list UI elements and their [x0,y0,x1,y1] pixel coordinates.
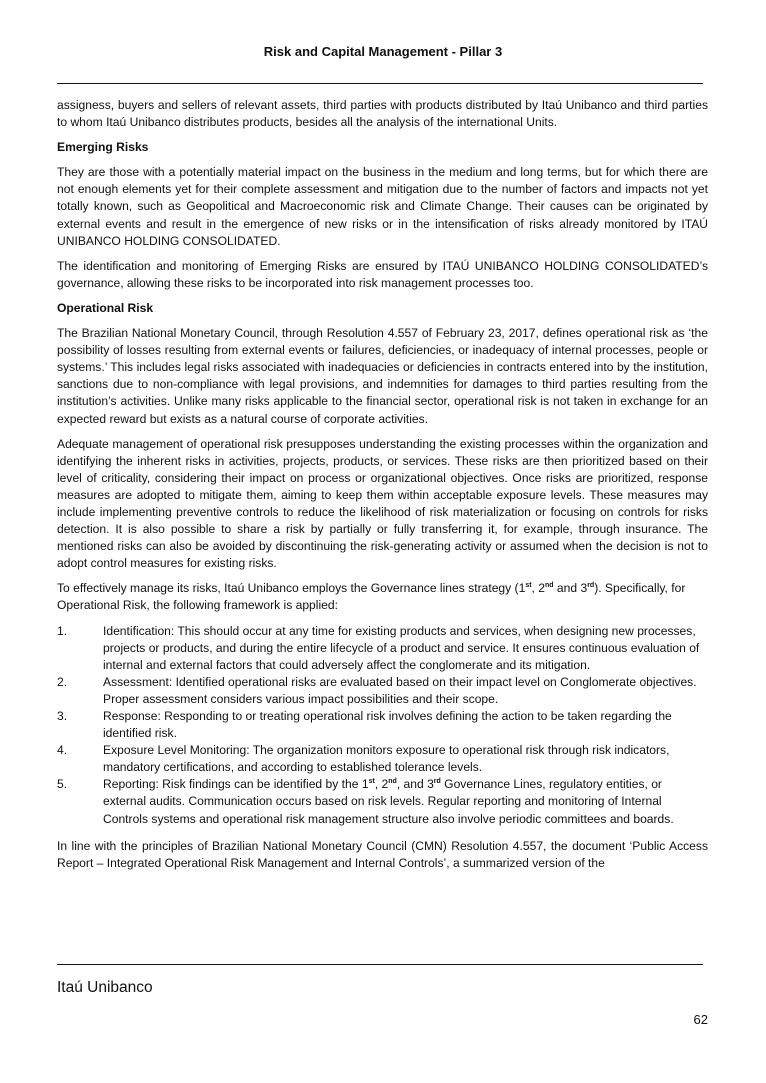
superscript: nd [388,778,397,786]
operational-risk-paragraph-3 [57,580,708,614]
text-segment: , 2 [531,581,545,596]
footer-divider [57,964,703,965]
list-text: Response: Responding to or treating operational risk involves defining the action to be taken regarding the identified risk. [103,709,672,741]
operational-risk-heading: Operational Risk [57,300,154,315]
list-number: 3. [57,709,68,723]
page-number: 62 [693,1012,708,1027]
text-segment: and 3 [553,581,588,596]
list-text: Identification: This should occur at any time for existing products and services, when designing new processes, projects or products, and during the entire lifecycle of a product and service. It ensures continuous evaluation of internal and external factors that could adversely affect the conglomerate and its mitigation. [103,623,700,672]
text-segment: , 2 [374,777,389,792]
page-header-title: Risk and Capital Management - Pillar 3 [263,44,503,59]
superscript: nd [545,582,554,590]
operational-risk-paragraph-4: In line with the principles of Brazilian National Monetary Council (CMN) Resolution 4.557, the document ‘Public Access Report – Integrated Operational Risk Management and Internal Controls’, a summarized version of the [57,838,708,870]
document-body [57,97,708,880]
emerging-risks-heading: Emerging Risks [57,140,149,155]
list-number: 2. [57,674,68,689]
operational-risk-paragraph-2: Adequate management of operational risk presupposes understanding the existing processes within the organization and identifying the inherent risks in activities, projects, products, or services. These risks are then prioritized based on their level of criticality, considering their impact on process or organizational objectives. Once risks are prioritized, response measures are adopted to mitigate them, aiming to keep them within acceptable exposure levels. These measures may include implementing preventive controls to reduce the likelihood of risk materialization or focusing on controls for risks detection. It is also possible to share a risk by partially or fully transferring it, for example, through insurance. The mentioned risks can also be avoided by discontinuing the risk-generating activity or assumed when the decision is not to adopt control measures for existing risks. [57,436,708,571]
list-item [57,776,708,827]
superscript: rd [433,778,441,786]
intro-paragraph: assigness, buyers and sellers of relevant assets, third parties with products distributed by Itaú Unibanco and third parties to whom Itaú Unibanco distributes products, besides all the analysis of the international Units. [57,98,708,130]
list-item [57,623,708,674]
text-segment: Governance Lines, regulatory entities, or external audits. Communication occurs based on risk levels. Regular reporting and monitoring of Internal Controls systems and operational risk management structure also involve periodic committees and boards. [103,777,674,826]
list-item [57,674,708,708]
superscript: rd [587,582,595,590]
framework-list [57,623,708,828]
list-text [103,777,674,825]
list-number: 5. [57,777,68,792]
text-segment: To effectively manage its risks, Itaú Unibanco employs the Governance lines strategy (1 [57,581,526,596]
list-item [57,742,708,776]
superscript: st [525,582,532,590]
superscript: st [368,778,375,786]
text-segment: , and 3 [396,777,434,792]
text-segment: ). Specifically, for Operational Risk, the following framework is applied: [57,581,686,613]
header-divider [57,83,703,84]
text-segment: Reporting: Risk findings can be identified by the 1 [103,777,369,792]
list-text: Exposure Level Monitoring: The organization monitors exposure to operational risk through risk indicators, mandatory certifications, and according to established tolerance levels. [103,743,670,775]
emerging-risks-paragraph-2: The identification and monitoring of Emerging Risks are ensured by ITAÚ UNIBANCO HOLDING CONSOLIDATED’s governance, allowing these risks to be incorporated into risk management processes too. [57,258,708,290]
list-number: 4. [57,743,68,758]
list-text: Assessment: Identified operational risks are evaluated based on their impact level on Conglomerate objectives. Proper assessment considers various impact possibilities and their scope. [103,674,697,706]
emerging-risks-paragraph-1: They are those with a potentially material impact on the business in the medium and long terms, but for which there are not enough elements yet for their complete assessment and mitigation due to the number of factors and impacts not yet totally known, such as Geopolitical and Macroeconomic risk and Climate Change. Their causes can be originated by external events and result in the emergence of new risks or in the intensification of risks already monitored by ITAÚ UNIBANCO HOLDING CONSOLIDATED. [57,165,708,248]
list-item [57,708,708,742]
operational-risk-paragraph-1: The Brazilian National Monetary Council, through Resolution 4.557 of February 23, 2017, defines operational risk as ‘the possibility of losses resulting from external events or failures, deficiencies, or inadequacy of internal processes, people or systems.’ This includes legal risks associated with inadequacies or deficiencies in contracts entered into by the institution, sanctions due to non-compliance with legal provisions, and indemnities for damages to third parties resulting from the institution’s activities. Unlike many risks applicable to the financial sector, operational risk is not taken in exchange for an expected reward but exists as a natural course of corporate activities. [57,326,708,426]
list-number: 1. [57,623,68,638]
footer-brand: Itaú Unibanco [57,979,153,996]
